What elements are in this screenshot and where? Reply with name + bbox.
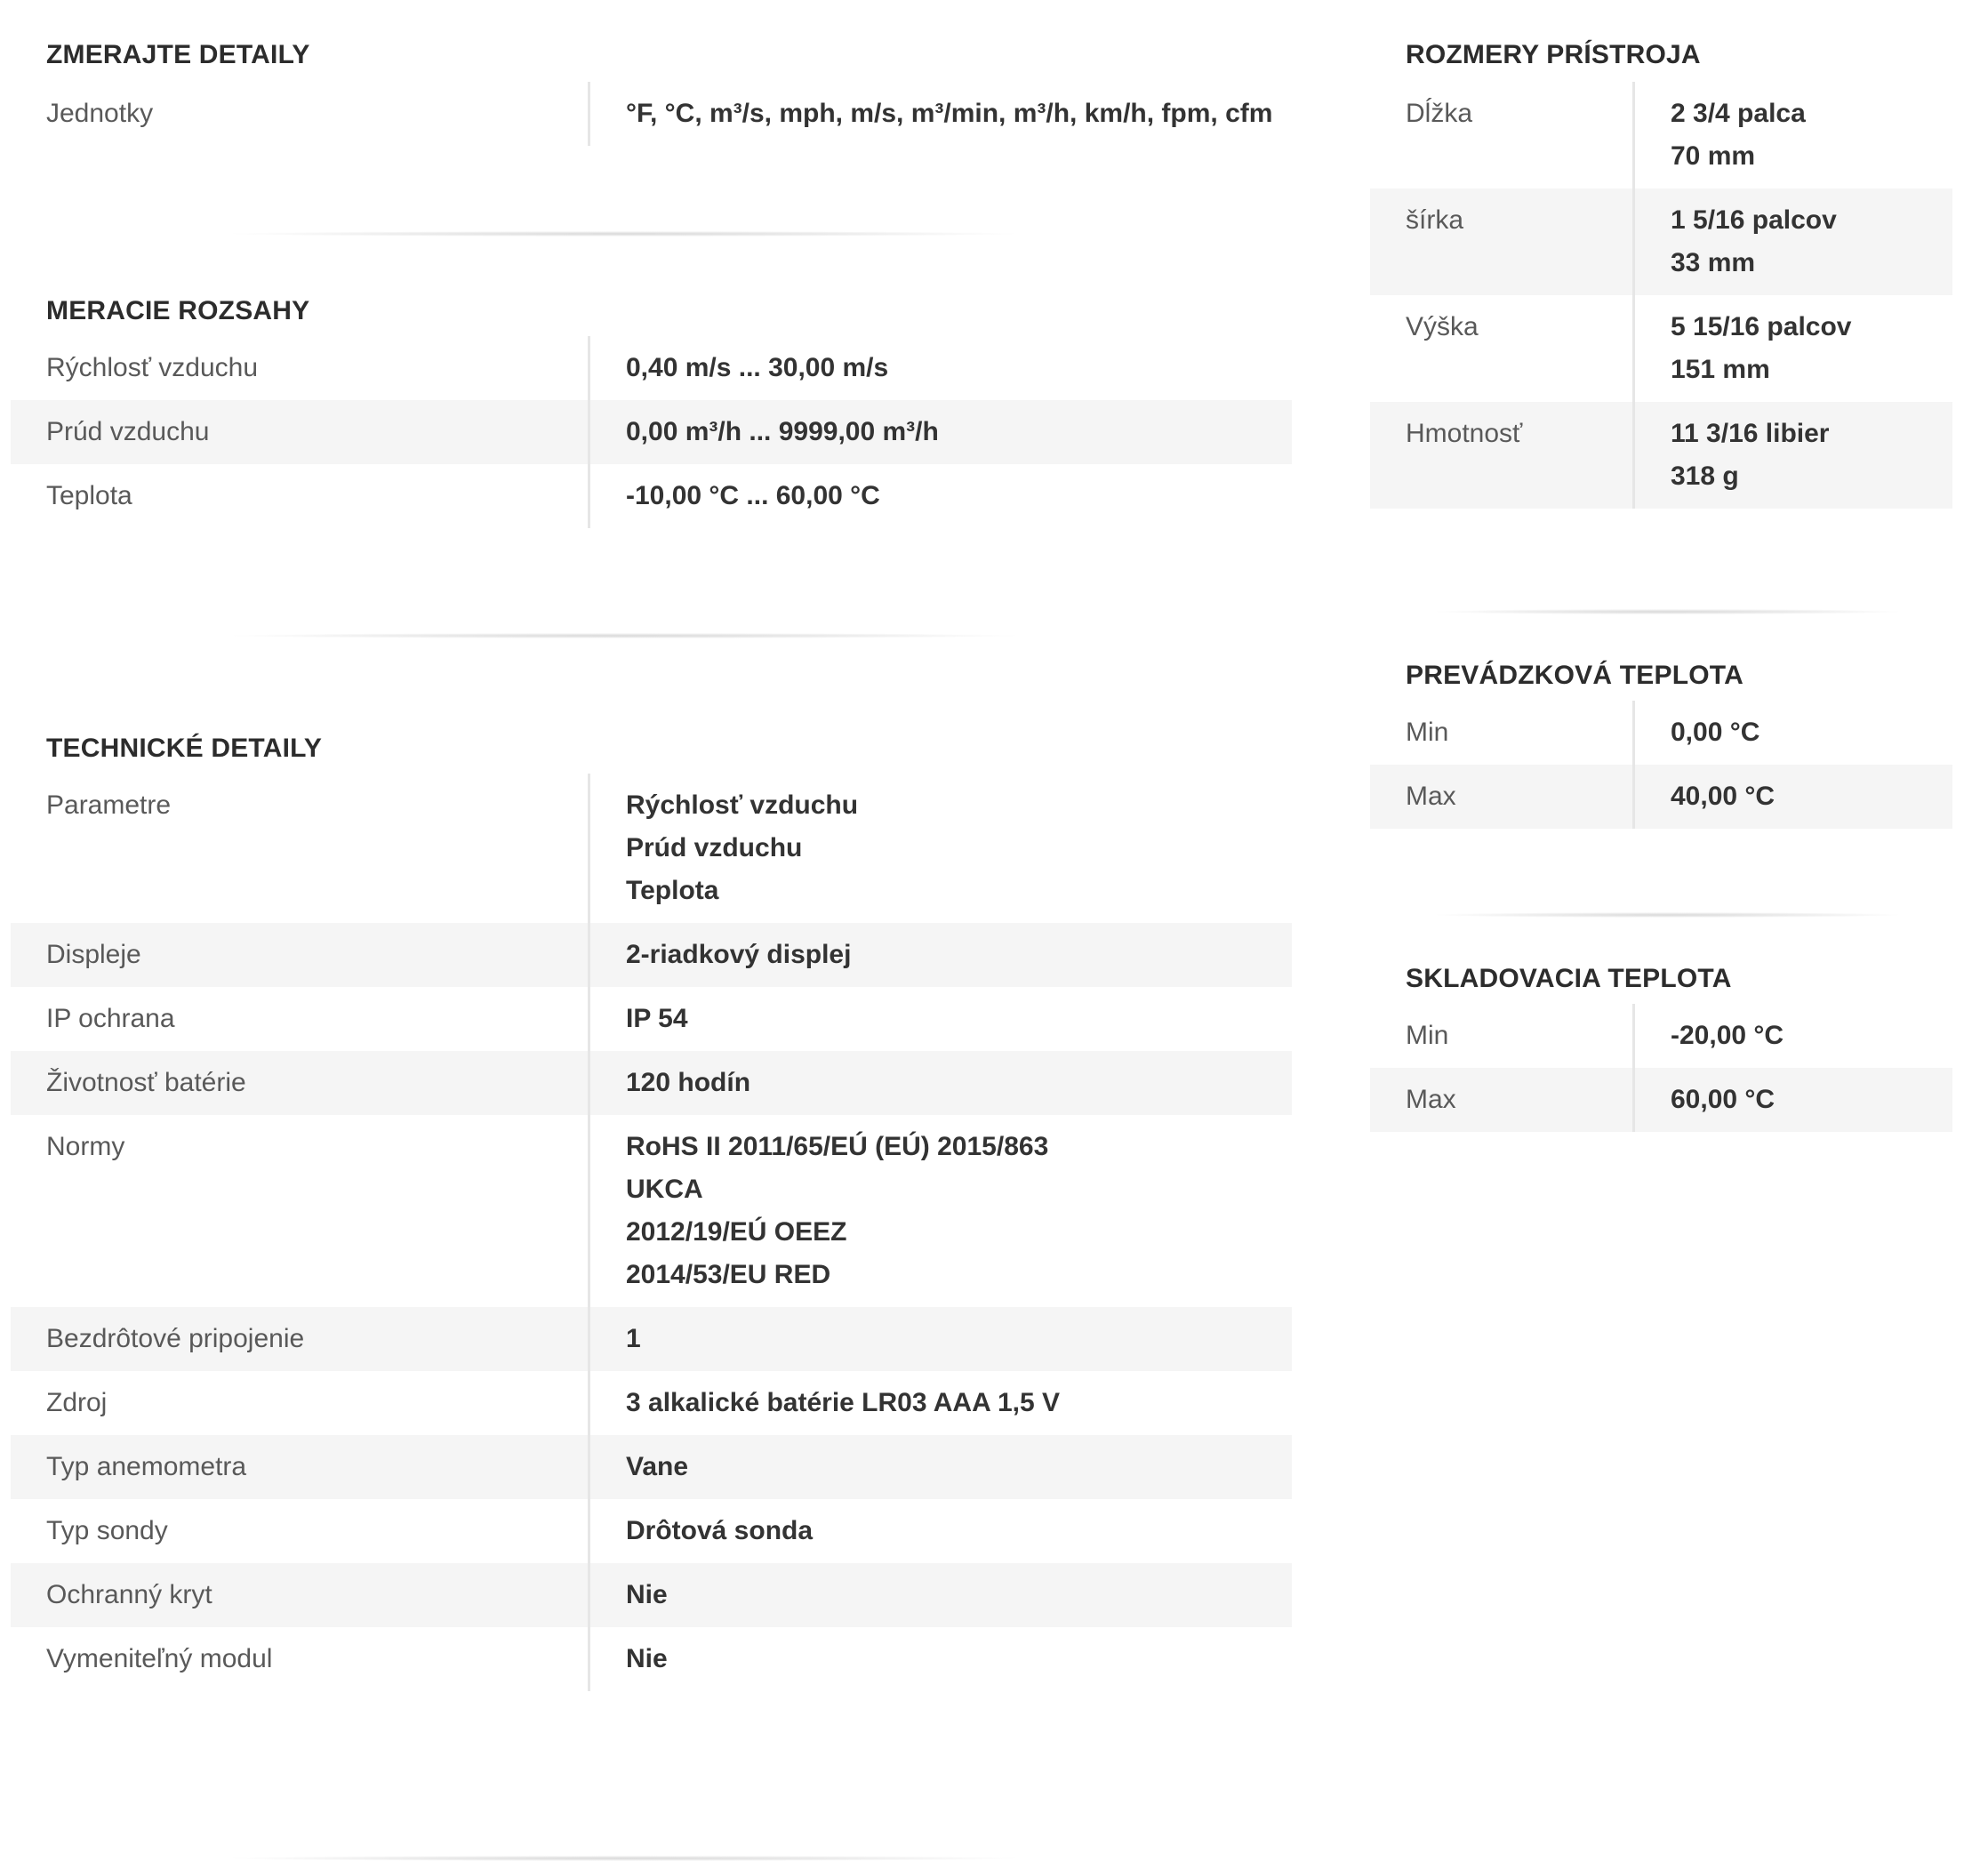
spec-value (589, 464, 1293, 528)
spec-value (589, 774, 1293, 923)
section-divider (233, 231, 1015, 237)
spec-value-line: 0,00 m³/h ... 9999,00 m³/h (626, 417, 939, 446)
spec-value (589, 336, 1293, 400)
spec-value-line: 151 mm (1671, 355, 1770, 384)
spec-value (589, 1371, 1293, 1435)
ranges-section (11, 293, 1292, 528)
spec-value-line: 0,00 °C (1671, 718, 1760, 747)
spec-row (11, 82, 1292, 146)
spec-row (1370, 701, 1952, 765)
spec-row (11, 1051, 1292, 1115)
spec-row (11, 1627, 1292, 1691)
spec-value (1634, 701, 1953, 765)
spec-value (589, 1563, 1293, 1627)
spec-row (1370, 402, 1952, 509)
spec-value (589, 987, 1293, 1051)
spec-value-line: 2012/19/EÚ OEEZ (626, 1217, 847, 1247)
spec-value-line: °F, °C, m³/s, mph, m/s, m³/min, m³/h, km/h, fpm, cfm (626, 99, 1273, 128)
spec-label: Jednotky (46, 99, 154, 128)
section-title: ROZMERY PRÍSTROJA (1406, 40, 1701, 69)
spec-row (11, 987, 1292, 1051)
spec-value-line: Teplota (626, 876, 719, 905)
spec-row (11, 1371, 1292, 1435)
spec-label: Ochranný kryt (11, 1563, 589, 1627)
spec-value-line: Drôtová sonda (626, 1516, 814, 1545)
spec-label: Hmotnosť (1370, 402, 1634, 509)
spec-value-line: 2-riadkový displej (626, 940, 852, 969)
storage-table (1370, 1004, 1952, 1132)
spec-label: Dĺžka (1406, 99, 1473, 128)
spec-row (11, 1563, 1292, 1627)
spec-label: šírka (1370, 189, 1634, 295)
spec-label: Výška (1406, 312, 1479, 341)
section-title: SKLADOVACIA TEPLOTA (1406, 964, 1732, 993)
spec-value (589, 1435, 1293, 1499)
section-divider (1437, 912, 1899, 918)
spec-value (1634, 402, 1953, 509)
section-divider (233, 1856, 1015, 1861)
spec-value (589, 1115, 1293, 1307)
spec-label: Zdroj (46, 1388, 108, 1417)
spec-value-line: Vane (626, 1452, 689, 1481)
spec-value-line: 1 5/16 palcov (1671, 205, 1837, 235)
spec-value-line: 60,00 °C (1671, 1085, 1776, 1114)
spec-value (1634, 1068, 1953, 1132)
spec-row (1370, 1068, 1952, 1132)
spec-label: Displeje (11, 923, 589, 987)
spec-value-line: 5 15/16 palcov (1671, 312, 1852, 341)
spec-label: Min (1406, 1021, 1449, 1050)
spec-label: Typ sondy (46, 1516, 168, 1545)
spec-label: Teplota (46, 481, 132, 510)
spec-label: Prúd vzduchu (11, 400, 589, 464)
spec-row (11, 1499, 1292, 1563)
spec-row (11, 1115, 1292, 1307)
spec-value (589, 1627, 1293, 1691)
technical-table (11, 774, 1292, 1691)
ranges-table (11, 336, 1292, 528)
spec-value (1634, 82, 1953, 189)
dimensions-section (1370, 37, 1952, 509)
spec-label: Vymeniteľný modul (46, 1644, 273, 1673)
measure-section (11, 37, 1292, 146)
spec-value-line: RoHS II 2011/65/EÚ (EÚ) 2015/863 (626, 1132, 1049, 1161)
spec-row (11, 336, 1292, 400)
spec-value (589, 1307, 1293, 1371)
spec-value-line: 2 3/4 palca (1671, 99, 1806, 128)
spec-value-line: Prúd vzduchu (626, 833, 803, 862)
spec-value (1634, 765, 1953, 829)
spec-value (1634, 1004, 1953, 1068)
operating-section (1370, 658, 1952, 829)
spec-value (1634, 189, 1953, 295)
technical-section (11, 731, 1292, 1691)
spec-row (11, 774, 1292, 923)
spec-label: IP ochrana (46, 1004, 175, 1033)
spec-value-line: -20,00 °C (1671, 1021, 1784, 1050)
spec-row (11, 400, 1292, 464)
spec-label: Max (1370, 765, 1634, 829)
spec-row (1370, 1004, 1952, 1068)
spec-row (1370, 295, 1952, 402)
spec-value-line: Nie (626, 1644, 668, 1673)
section-title: MERACIE ROZSAHY (46, 296, 310, 325)
spec-label: Min (1406, 718, 1449, 747)
spec-value-line: Nie (626, 1580, 668, 1609)
spec-value-line: 70 mm (1671, 141, 1756, 171)
spec-value (589, 82, 1293, 146)
spec-row (11, 923, 1292, 987)
spec-value (589, 923, 1293, 987)
spec-value-line: 33 mm (1671, 248, 1756, 277)
spec-row (11, 1435, 1292, 1499)
section-title: PREVÁDZKOVÁ TEPLOTA (1406, 661, 1744, 690)
section-title: TECHNICKÉ DETAILY (46, 734, 323, 763)
spec-row (1370, 189, 1952, 295)
spec-value-line: UKCA (626, 1175, 703, 1204)
dimensions-table (1370, 82, 1952, 509)
spec-value (589, 400, 1293, 464)
spec-label: Parametre (46, 790, 172, 820)
spec-label: Normy (46, 1132, 125, 1161)
spec-value-line: 40,00 °C (1671, 782, 1776, 811)
spec-value-line: 3 alkalické batérie LR03 AAA 1,5 V (626, 1388, 1061, 1417)
spec-label: Rýchlosť vzduchu (46, 353, 259, 382)
spec-value-line: Rýchlosť vzduchu (626, 790, 859, 820)
spec-row (1370, 82, 1952, 189)
storage-section (1370, 961, 1952, 1132)
spec-value (589, 1051, 1293, 1115)
spec-value-line: 11 3/16 libier (1671, 419, 1830, 448)
section-divider (233, 633, 1015, 638)
spec-value-line: 318 g (1671, 461, 1739, 491)
spec-label: Typ anemometra (11, 1435, 589, 1499)
spec-value-line: 0,40 m/s ... 30,00 m/s (626, 353, 889, 382)
spec-value (589, 1499, 1293, 1563)
spec-value-line: 120 hodín (626, 1068, 751, 1097)
spec-label: Max (1370, 1068, 1634, 1132)
spec-value-line: 1 (626, 1324, 641, 1353)
spec-value-line: 2014/53/EU RED (626, 1260, 831, 1289)
spec-label: Životnosť batérie (11, 1051, 589, 1115)
section-title: ZMERAJTE DETAILY (46, 40, 310, 69)
spec-value-line: IP 54 (626, 1004, 688, 1033)
spec-value-line: -10,00 °C ... 60,00 °C (626, 481, 880, 510)
spec-label: Bezdrôtové pripojenie (11, 1307, 589, 1371)
spec-row (1370, 765, 1952, 829)
spec-row (11, 1307, 1292, 1371)
measure-table (11, 82, 1292, 146)
spec-row (11, 464, 1292, 528)
section-divider (1437, 609, 1899, 614)
spec-value (1634, 295, 1953, 402)
operating-table (1370, 701, 1952, 829)
